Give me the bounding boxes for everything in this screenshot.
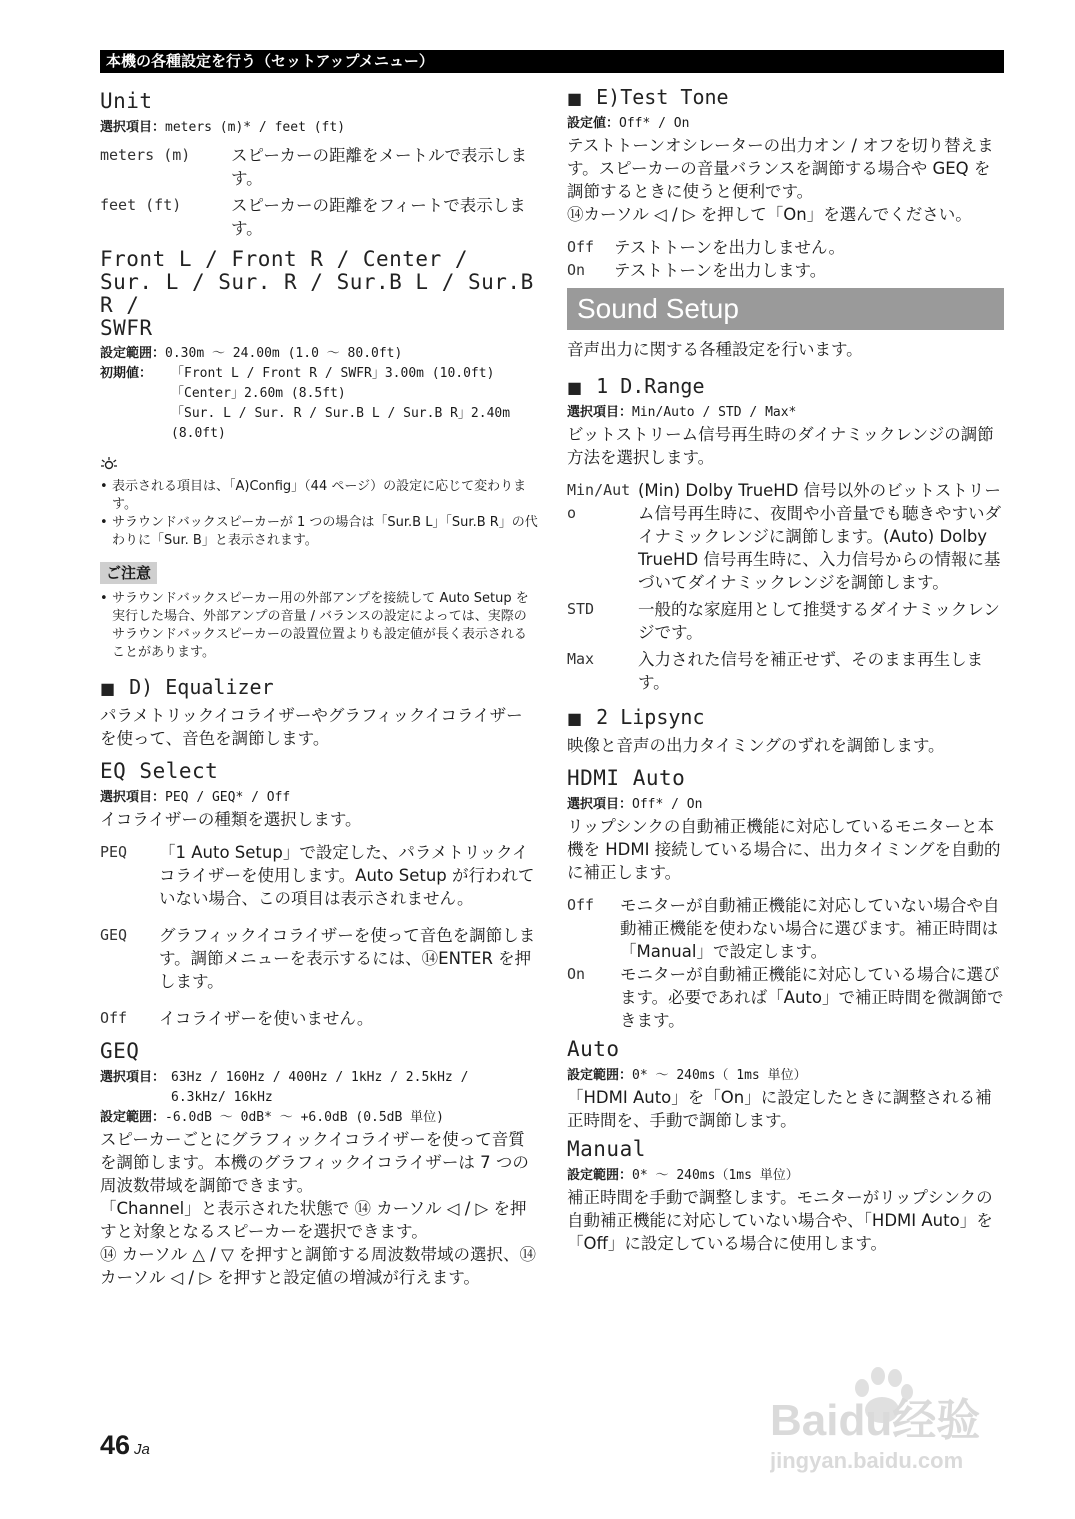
option-row — [100, 1007, 538, 1030]
auto-range-label: 設定範囲： — [567, 1068, 633, 1083]
speakers-range-value: 0.30m ～ 24.00m (1.0 ～ 80.0ft) — [165, 346, 403, 361]
lipsync-heading-text: 2 Lipsync — [596, 705, 705, 729]
test-tone-options — [567, 236, 1004, 282]
option-term: Min/Auto — [567, 481, 631, 522]
square-bullet-icon: ■ — [567, 89, 583, 108]
option-desc: スピーカーの距離をメートルで表示します。 — [231, 146, 528, 188]
geq-range-label: 設定範囲： — [100, 1110, 166, 1125]
option-desc: イコライザーを使いません。 — [159, 1009, 374, 1028]
geq-meta-line: 6.3kHz/ 16kHz — [171, 1090, 273, 1105]
page-number-value: 46 — [100, 1430, 131, 1460]
speakers-range-label: 設定範囲： — [100, 346, 166, 361]
geq-meta-line: 63Hz / 160Hz / 400Hz / 1kHz / 2.5kHz / — [171, 1070, 469, 1085]
equalizer-heading — [100, 674, 538, 702]
manual-heading: Manual — [567, 1137, 646, 1161]
note-item: • 表示される項目は、「A)Config」（44 ページ）の設定に応じて変わります。 — [100, 478, 538, 514]
speakers-range — [100, 344, 538, 364]
unit-heading: Unit — [100, 89, 153, 113]
hdmi-auto-desc: リップシンクの自動補正機能に対応しているモニターと本機を HDMI 接続している場合に、出力タイミングを自動的に補正します。 — [567, 817, 1001, 882]
speakers-heading-line: Front L / Front R / Center / — [100, 247, 469, 271]
eq-select-meta-label: 選択項目： — [100, 790, 166, 805]
lipsync-heading — [567, 704, 1004, 732]
speakers-default-values — [171, 364, 510, 444]
option-term: Off — [100, 1009, 128, 1027]
page-number — [100, 1430, 150, 1461]
speakers-heading-line: SWFR — [100, 316, 153, 340]
right-column — [567, 82, 1004, 1255]
option-row — [100, 144, 538, 190]
d-range-desc: ビットストリーム信号再生時のダイナミックレンジの調節方法を選択します。 — [567, 425, 994, 467]
eq-select-meta-value: PEQ / GEQ* / Off — [165, 790, 291, 805]
unit-meta-value: meters (m)* / feet (ft) — [165, 120, 346, 135]
left-column — [100, 82, 538, 1289]
geq-desc: スピーカーごとにグラフィックイコライザーを使って音質を調節します。本機のグラフィックイコライザーは 7 つの周波数帯域を調節できます。 — [100, 1130, 529, 1195]
auto-range — [567, 1066, 1004, 1086]
auto-heading: Auto — [567, 1037, 620, 1061]
manual-range-value: 0* ～ 240ms（1ms 単位） — [632, 1168, 799, 1183]
option-desc: モニターが自動補正機能に対応していない場合や自動補正機能を使わない場合に選びます。補正時間は「Manual」で設定します。 — [620, 896, 1000, 961]
manual-range-label: 設定範囲： — [567, 1168, 633, 1183]
d-range-meta — [567, 403, 1004, 423]
option-row — [567, 894, 1004, 963]
option-term: On — [567, 261, 586, 279]
speakers-default — [100, 364, 538, 444]
tip-icon — [100, 456, 538, 476]
option-row — [567, 598, 1004, 644]
test-tone-meta-value: Off* / On — [619, 116, 690, 131]
option-term: Off — [567, 896, 595, 914]
unit-meta-label: 選択項目： — [100, 120, 166, 135]
option-row — [567, 479, 1004, 594]
caution-notes — [100, 590, 538, 662]
option-term: STD — [567, 600, 595, 618]
option-row — [100, 924, 538, 993]
eq-select-options — [100, 841, 538, 1030]
option-row — [100, 841, 538, 910]
option-row — [567, 236, 1004, 259]
lipsync-desc: 映像と音声の出力タイミングのずれを調節します。 — [567, 736, 945, 755]
geq-meta-values — [171, 1068, 468, 1108]
page-lang: Ja — [134, 1441, 150, 1458]
auto-range-value: 0* ～ 240ms（ 1ms 単位） — [632, 1068, 807, 1083]
eq-select-meta — [100, 788, 538, 808]
option-desc: グラフィックイコライザーを使って音色を調節します。調節メニューを表示するには、⑭ENTER を押します。 — [159, 926, 536, 991]
option-desc: テストトーンを出力しません。 — [614, 238, 845, 257]
page-header-bar — [100, 50, 1004, 73]
unit-meta — [100, 118, 538, 138]
option-row — [567, 259, 1004, 282]
geq-meta — [100, 1068, 538, 1108]
option-term: PEQ — [100, 843, 128, 861]
speakers-default-line: 「Front L / Front R / SWFR」3.00m (10.0ft) — [171, 366, 495, 381]
d-range-options — [567, 479, 1004, 694]
square-bullet-icon: ■ — [567, 709, 583, 728]
sound-setup-desc: 音声出力に関する各種設定を行います。 — [567, 340, 863, 359]
option-term: Off — [567, 238, 595, 256]
speakers-heading — [100, 248, 538, 340]
auto-desc: 「HDMI Auto」を「On」に設定したときに調整される補正時間を、手動で調節します。 — [567, 1088, 992, 1130]
option-row — [567, 648, 1004, 694]
test-tone-desc: テストトーンオシレーターの出力オン / オフを切り替えます。スピーカーの音量バランスを調節する場合や GEQ を調節するときに使うと便利です。 — [567, 136, 994, 201]
option-term: On — [567, 965, 586, 983]
sound-setup-title: Sound Setup — [567, 288, 1004, 330]
speakers-default-line: 「Center」2.60m (8.5ft) — [171, 386, 346, 401]
caution-label: ご注意 — [100, 562, 157, 584]
square-bullet-icon: ■ — [100, 679, 116, 698]
equalizer-desc: パラメトリックイコライザーやグラフィックイコライザーを使って、音色を調節します。 — [100, 706, 523, 748]
option-row — [100, 194, 538, 240]
unit-options — [100, 144, 538, 240]
test-tone-instruction: ⑭カーソル ◁ / ▷ を押して「On」を選んでください。 — [567, 205, 972, 224]
hdmi-auto-meta — [567, 795, 1004, 815]
watermark-url: jingyan.baidu.com — [770, 1448, 964, 1473]
manual-range — [567, 1166, 1004, 1186]
test-tone-heading-text: E)Test Tone — [596, 85, 729, 109]
test-tone-heading — [567, 84, 1004, 112]
option-desc: 入力された信号を補正せず、そのまま再生します。 — [638, 650, 984, 692]
option-desc: モニターが自動補正機能に対応している場合に選びます。必要であれば「Auto」で補正時間を微調節できます。 — [620, 965, 1004, 1030]
geq-meta-label: 選択項目： — [100, 1070, 166, 1085]
speakers-default-line: 「Sur. L / Sur. R / Sur.B L / Sur.B R」2.40m — [171, 406, 511, 421]
d-range-heading-text: 1 D.Range — [596, 374, 705, 398]
geq-desc: ⑭ カーソル △ / ▽ を押すと調節する周波数帯域の選択、⑭ カーソル ◁ / ▷ を押すと設定値の増減が行えます。 — [100, 1245, 537, 1287]
square-bullet-icon: ■ — [567, 378, 583, 397]
baidu-watermark — [770, 1360, 1010, 1475]
geq-desc: 「Channel」と表示された状態で ⑭ カーソル ◁ / ▷ を押すと対象となるスピーカーを選択できます。 — [100, 1199, 527, 1241]
hdmi-auto-heading: HDMI Auto — [567, 766, 686, 790]
eq-select-heading: EQ Select — [100, 759, 219, 783]
option-desc: 一般的な家庭用として推奨するダイナミックレンジです。 — [638, 600, 1000, 642]
d-range-meta-label: 選択項目： — [567, 405, 633, 420]
option-row — [567, 963, 1004, 1032]
test-tone-meta-label: 設定値： — [567, 116, 620, 131]
eq-select-desc: イコライザーの種類を選択します。 — [100, 810, 362, 829]
hdmi-auto-meta-value: Off* / On — [632, 797, 703, 812]
d-range-meta-value: Min/Auto / STD / Max* — [632, 405, 797, 420]
note-item: • サラウンドバックスピーカーが 1 つの場合は「Sur.B L」「Sur.B R」の代わりに「Sur. B」と表示されます。 — [100, 514, 538, 550]
option-desc: スピーカーの距離をフィートで表示します。 — [231, 196, 526, 238]
option-desc: テストトーンを出力します。 — [614, 261, 827, 280]
d-range-heading — [567, 373, 1004, 401]
geq-range — [100, 1108, 538, 1128]
geq-range-value: -6.0dB ～ 0dB* ～ +6.0dB (0.5dB 単位) — [165, 1110, 444, 1125]
option-term: Max — [567, 650, 595, 668]
option-term: meters (m) — [100, 146, 191, 164]
caution-note: • サラウンドバックスピーカー用の外部アンプを接続して Auto Setup を実行した場合、外部アンプの音量 / バランスの設定によっては、実際のサラウンドバックスピーカーの設置位置よりも設定値が長く表示されることがあります。 — [100, 590, 538, 662]
page-header-title: 本機の各種設定を行う（セットアップメニュー） — [106, 52, 434, 70]
equalizer-heading-text: D) Equalizer — [129, 675, 274, 699]
speakers-default-label: 初期値： — [100, 366, 153, 381]
manual-desc: 補正時間を手動で調整します。モニターがリップシンクの自動補正機能に対応していない場合や、「HDMI Auto」を「Off」に設定している場合に使用します。 — [567, 1188, 993, 1253]
geq-heading: GEQ — [100, 1039, 140, 1063]
option-term: GEQ — [100, 926, 128, 944]
test-tone-meta — [567, 114, 1004, 134]
option-desc: 「1 Auto Setup」で設定した、パラメトリックイコライザーを使用します。Auto Setup が行われていない場合、この項目は表示されません。 — [159, 843, 535, 908]
option-term: feet (ft) — [100, 196, 182, 214]
watermark-brand: Baidu经验 — [770, 1396, 981, 1445]
speakers-heading-line: Sur. L / Sur. R / Sur.B L / Sur.B R / — [100, 270, 534, 317]
hdmi-auto-options — [567, 894, 1004, 1032]
option-desc: (Min) Dolby TrueHD 信号以外のビットストリーム信号再生時に、夜間や小音量でも聴きやすいダイナミックレンジに調節します。(Auto) Dolby TrueHD 信号再生時に、入力信号からの情報に基づいてダイナミックレンジを調節します。 — [638, 481, 1001, 592]
speakers-notes — [100, 478, 538, 550]
speakers-default-line: (8.0ft) — [171, 426, 226, 441]
hdmi-auto-meta-label: 選択項目： — [567, 797, 633, 812]
